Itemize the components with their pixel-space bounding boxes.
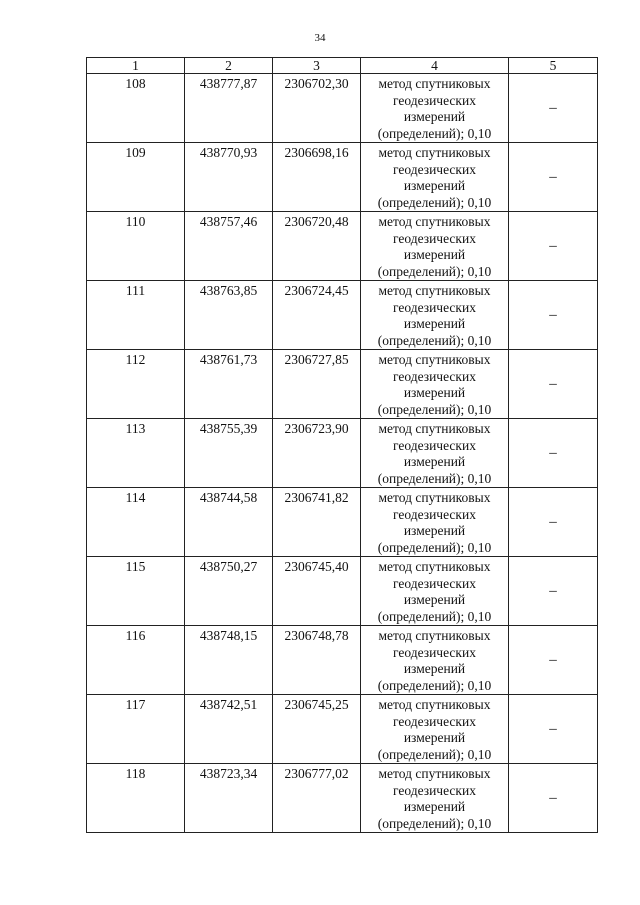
note-cell: –	[509, 212, 598, 281]
y-coordinate-cell: 2306698,16	[273, 143, 361, 212]
method-accuracy-cell: метод спутниковых геодезических измерений (определений); 0,10	[361, 626, 509, 695]
note-cell: –	[509, 74, 598, 143]
y-coordinate-cell: 2306720,48	[273, 212, 361, 281]
y-coordinate-cell: 2306727,85	[273, 350, 361, 419]
point-number-cell: 108	[87, 74, 185, 143]
y-coordinate-cell: 2306741,82	[273, 488, 361, 557]
point-number-cell: 111	[87, 281, 185, 350]
x-coordinate-cell: 438744,58	[185, 488, 273, 557]
note-cell: –	[509, 626, 598, 695]
x-coordinate-cell: 438748,15	[185, 626, 273, 695]
method-accuracy-cell: метод спутниковых геодезических измерений (определений); 0,10	[361, 143, 509, 212]
note-cell: –	[509, 695, 598, 764]
table-body	[87, 74, 598, 833]
x-coordinate-cell: 438755,39	[185, 419, 273, 488]
method-accuracy-cell: метод спутниковых геодезических измерений (определений); 0,10	[361, 212, 509, 281]
y-coordinate-cell: 2306723,90	[273, 419, 361, 488]
x-coordinate-cell: 438777,87	[185, 74, 273, 143]
page-number: 34	[314, 32, 326, 44]
y-coordinate-cell: 2306745,25	[273, 695, 361, 764]
x-coordinate-cell: 438723,34	[185, 764, 273, 833]
note-cell: –	[509, 143, 598, 212]
table-row	[87, 764, 598, 833]
header-row	[87, 58, 598, 74]
y-coordinate-cell: 2306724,45	[273, 281, 361, 350]
method-accuracy-cell: метод спутниковых геодезических измерений (определений); 0,10	[361, 350, 509, 419]
note-cell: –	[509, 764, 598, 833]
note-cell: –	[509, 488, 598, 557]
point-number-cell: 114	[87, 488, 185, 557]
y-coordinate-cell: 2306748,78	[273, 626, 361, 695]
table-row	[87, 350, 598, 419]
note-cell: –	[509, 557, 598, 626]
header-col-2: 2	[185, 58, 273, 74]
y-coordinate-cell: 2306777,02	[273, 764, 361, 833]
point-number-cell: 112	[87, 350, 185, 419]
point-number-cell: 113	[87, 419, 185, 488]
point-number-cell: 117	[87, 695, 185, 764]
x-coordinate-cell: 438761,73	[185, 350, 273, 419]
coordinates-table	[86, 57, 598, 833]
method-accuracy-cell: метод спутниковых геодезических измерений (определений); 0,10	[361, 488, 509, 557]
y-coordinate-cell: 2306702,30	[273, 74, 361, 143]
point-number-cell: 118	[87, 764, 185, 833]
note-cell: –	[509, 419, 598, 488]
table-row	[87, 74, 598, 143]
x-coordinate-cell: 438742,51	[185, 695, 273, 764]
header-col-4: 4	[361, 58, 509, 74]
table-header	[87, 58, 598, 74]
header-col-3: 3	[273, 58, 361, 74]
header-col-1: 1	[87, 58, 185, 74]
method-accuracy-cell: метод спутниковых геодезических измерений (определений); 0,10	[361, 74, 509, 143]
table-row	[87, 281, 598, 350]
method-accuracy-cell: метод спутниковых геодезических измерений (определений); 0,10	[361, 557, 509, 626]
table-row	[87, 695, 598, 764]
method-accuracy-cell: метод спутниковых геодезических измерений (определений); 0,10	[361, 764, 509, 833]
method-accuracy-cell: метод спутниковых геодезических измерений (определений); 0,10	[361, 281, 509, 350]
y-coordinate-cell: 2306745,40	[273, 557, 361, 626]
table-row	[87, 557, 598, 626]
point-number-cell: 109	[87, 143, 185, 212]
point-number-cell: 115	[87, 557, 185, 626]
method-accuracy-cell: метод спутниковых геодезических измерений (определений); 0,10	[361, 695, 509, 764]
table-row	[87, 143, 598, 212]
table-row	[87, 626, 598, 695]
header-col-5: 5	[509, 58, 598, 74]
note-cell: –	[509, 350, 598, 419]
point-number-cell: 110	[87, 212, 185, 281]
x-coordinate-cell: 438750,27	[185, 557, 273, 626]
point-number-cell: 116	[87, 626, 185, 695]
x-coordinate-cell: 438757,46	[185, 212, 273, 281]
x-coordinate-cell: 438763,85	[185, 281, 273, 350]
table-row	[87, 419, 598, 488]
method-accuracy-cell: метод спутниковых геодезических измерений (определений); 0,10	[361, 419, 509, 488]
table-row	[87, 488, 598, 557]
x-coordinate-cell: 438770,93	[185, 143, 273, 212]
note-cell: –	[509, 281, 598, 350]
table-row	[87, 212, 598, 281]
